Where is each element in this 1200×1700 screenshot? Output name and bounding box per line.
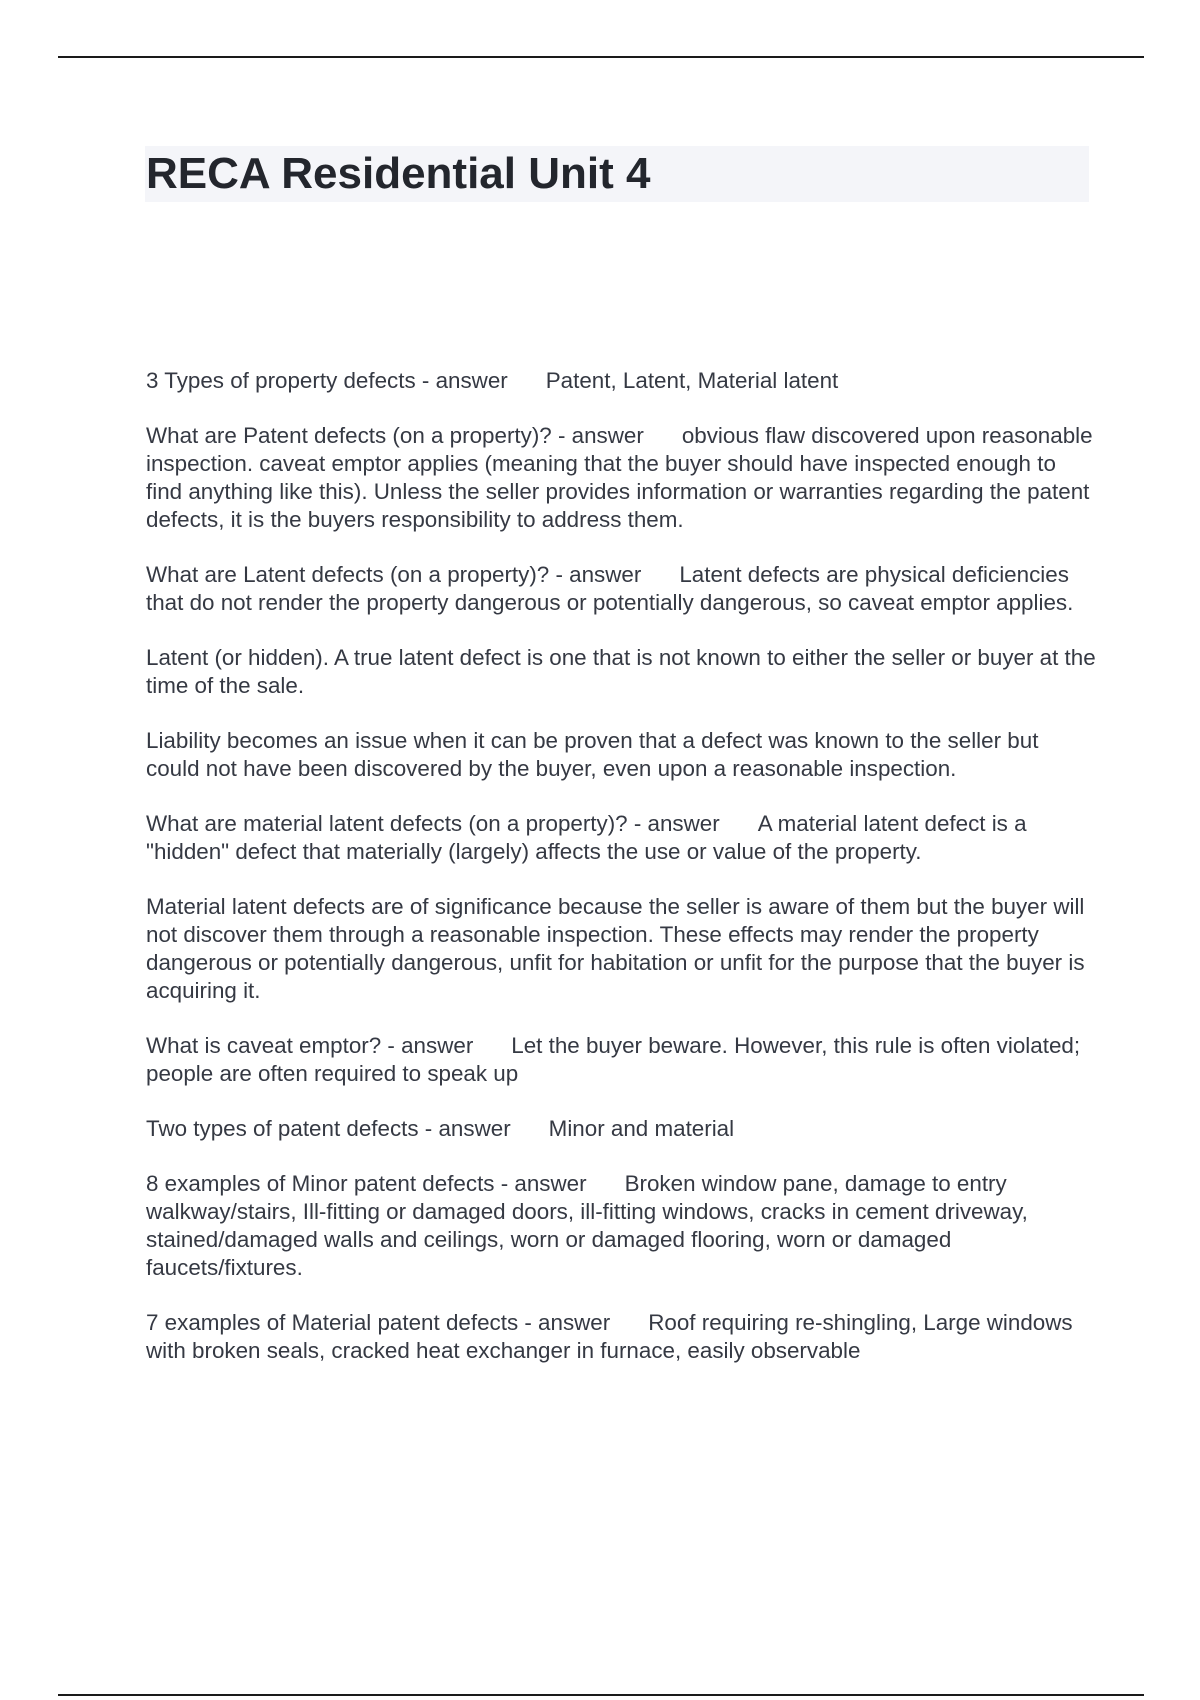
question-text: What are Latent defects (on a property)? - answer <box>146 562 642 587</box>
question-text: 3 Types of property defects - answer <box>146 368 508 393</box>
qa-entry <box>146 1309 1096 1365</box>
question-text: What is caveat emptor? - answer <box>146 1033 474 1058</box>
question-text: What are material latent defects (on a property)? - answer <box>146 811 720 836</box>
answer-text: A material latent defect is a "hidden" defect that materially (largely) affects the use or value of the property. <box>146 811 1027 864</box>
paragraph-text: Material latent defects are of significance because the seller is aware of them but the buyer will not discover them through a reasonable inspection. These effects may render the property dangerous or potentially dangerous, unfit for habitation or unfit for the purpose that the buyer is acquiring it. <box>146 894 1085 1003</box>
top-divider <box>58 56 1144 58</box>
answer-text: Patent, Latent, Material latent <box>545 368 839 393</box>
qa-entry <box>146 1170 1096 1282</box>
qa-entry <box>146 1032 1096 1088</box>
paragraph <box>146 644 1096 700</box>
qa-entry <box>146 367 1096 395</box>
question-text: Two types of patent defects - answer <box>146 1116 511 1141</box>
paragraph <box>146 893 1096 1005</box>
question-text: 7 examples of Material patent defects - answer <box>146 1310 611 1335</box>
qa-entry <box>146 810 1096 866</box>
question-text: What are Patent defects (on a property)? - answer <box>146 423 644 448</box>
answer-text: obvious flaw discovered upon reasonable inspection. caveat emptor applies (meaning that the buyer should have inspected enough to find anything like this). Unless the seller provides information or warranties regarding the patent defects, it is the buyers responsibility to address them. <box>146 423 1093 532</box>
answer-text: Let the buyer beware. However, this rule is often violated; people are often required to speak up <box>146 1033 1081 1086</box>
qa-entry <box>146 422 1096 534</box>
question-text: 8 examples of Minor patent defects - answer <box>146 1171 587 1196</box>
answer-text: Minor and material <box>548 1116 735 1141</box>
document-body <box>146 367 1096 1392</box>
answer-text: Latent defects are physical deficiencies that do not render the property dangerous or potentially dangerous, so caveat emptor applies. <box>146 562 1074 615</box>
paragraph-text: Liability becomes an issue when it can be proven that a defect was known to the seller but could not have been discovered by the buyer, even upon a reasonable inspection. <box>146 728 1039 781</box>
answer-text: Broken window pane, damage to entry walkway/stairs, Ill-fitting or damaged doors, ill-fitting windows, cracks in cement driveway, stained/damaged walls and ceilings, worn or damaged flooring, worn or damaged faucets/fixtures. <box>146 1171 1028 1280</box>
document-title: RECA Residential Unit 4 <box>146 149 651 198</box>
paragraph <box>146 727 1096 783</box>
answer-text: Roof requiring re-shingling, Large windows with broken seals, cracked heat exchanger in furnace, easily observable <box>146 1310 1073 1363</box>
qa-entry <box>146 1115 1096 1143</box>
bottom-divider <box>58 1694 1144 1696</box>
paragraph-text: Latent (or hidden). A true latent defect is one that is not known to either the seller or buyer at the time of the sale. <box>146 645 1096 698</box>
qa-entry <box>146 561 1096 617</box>
